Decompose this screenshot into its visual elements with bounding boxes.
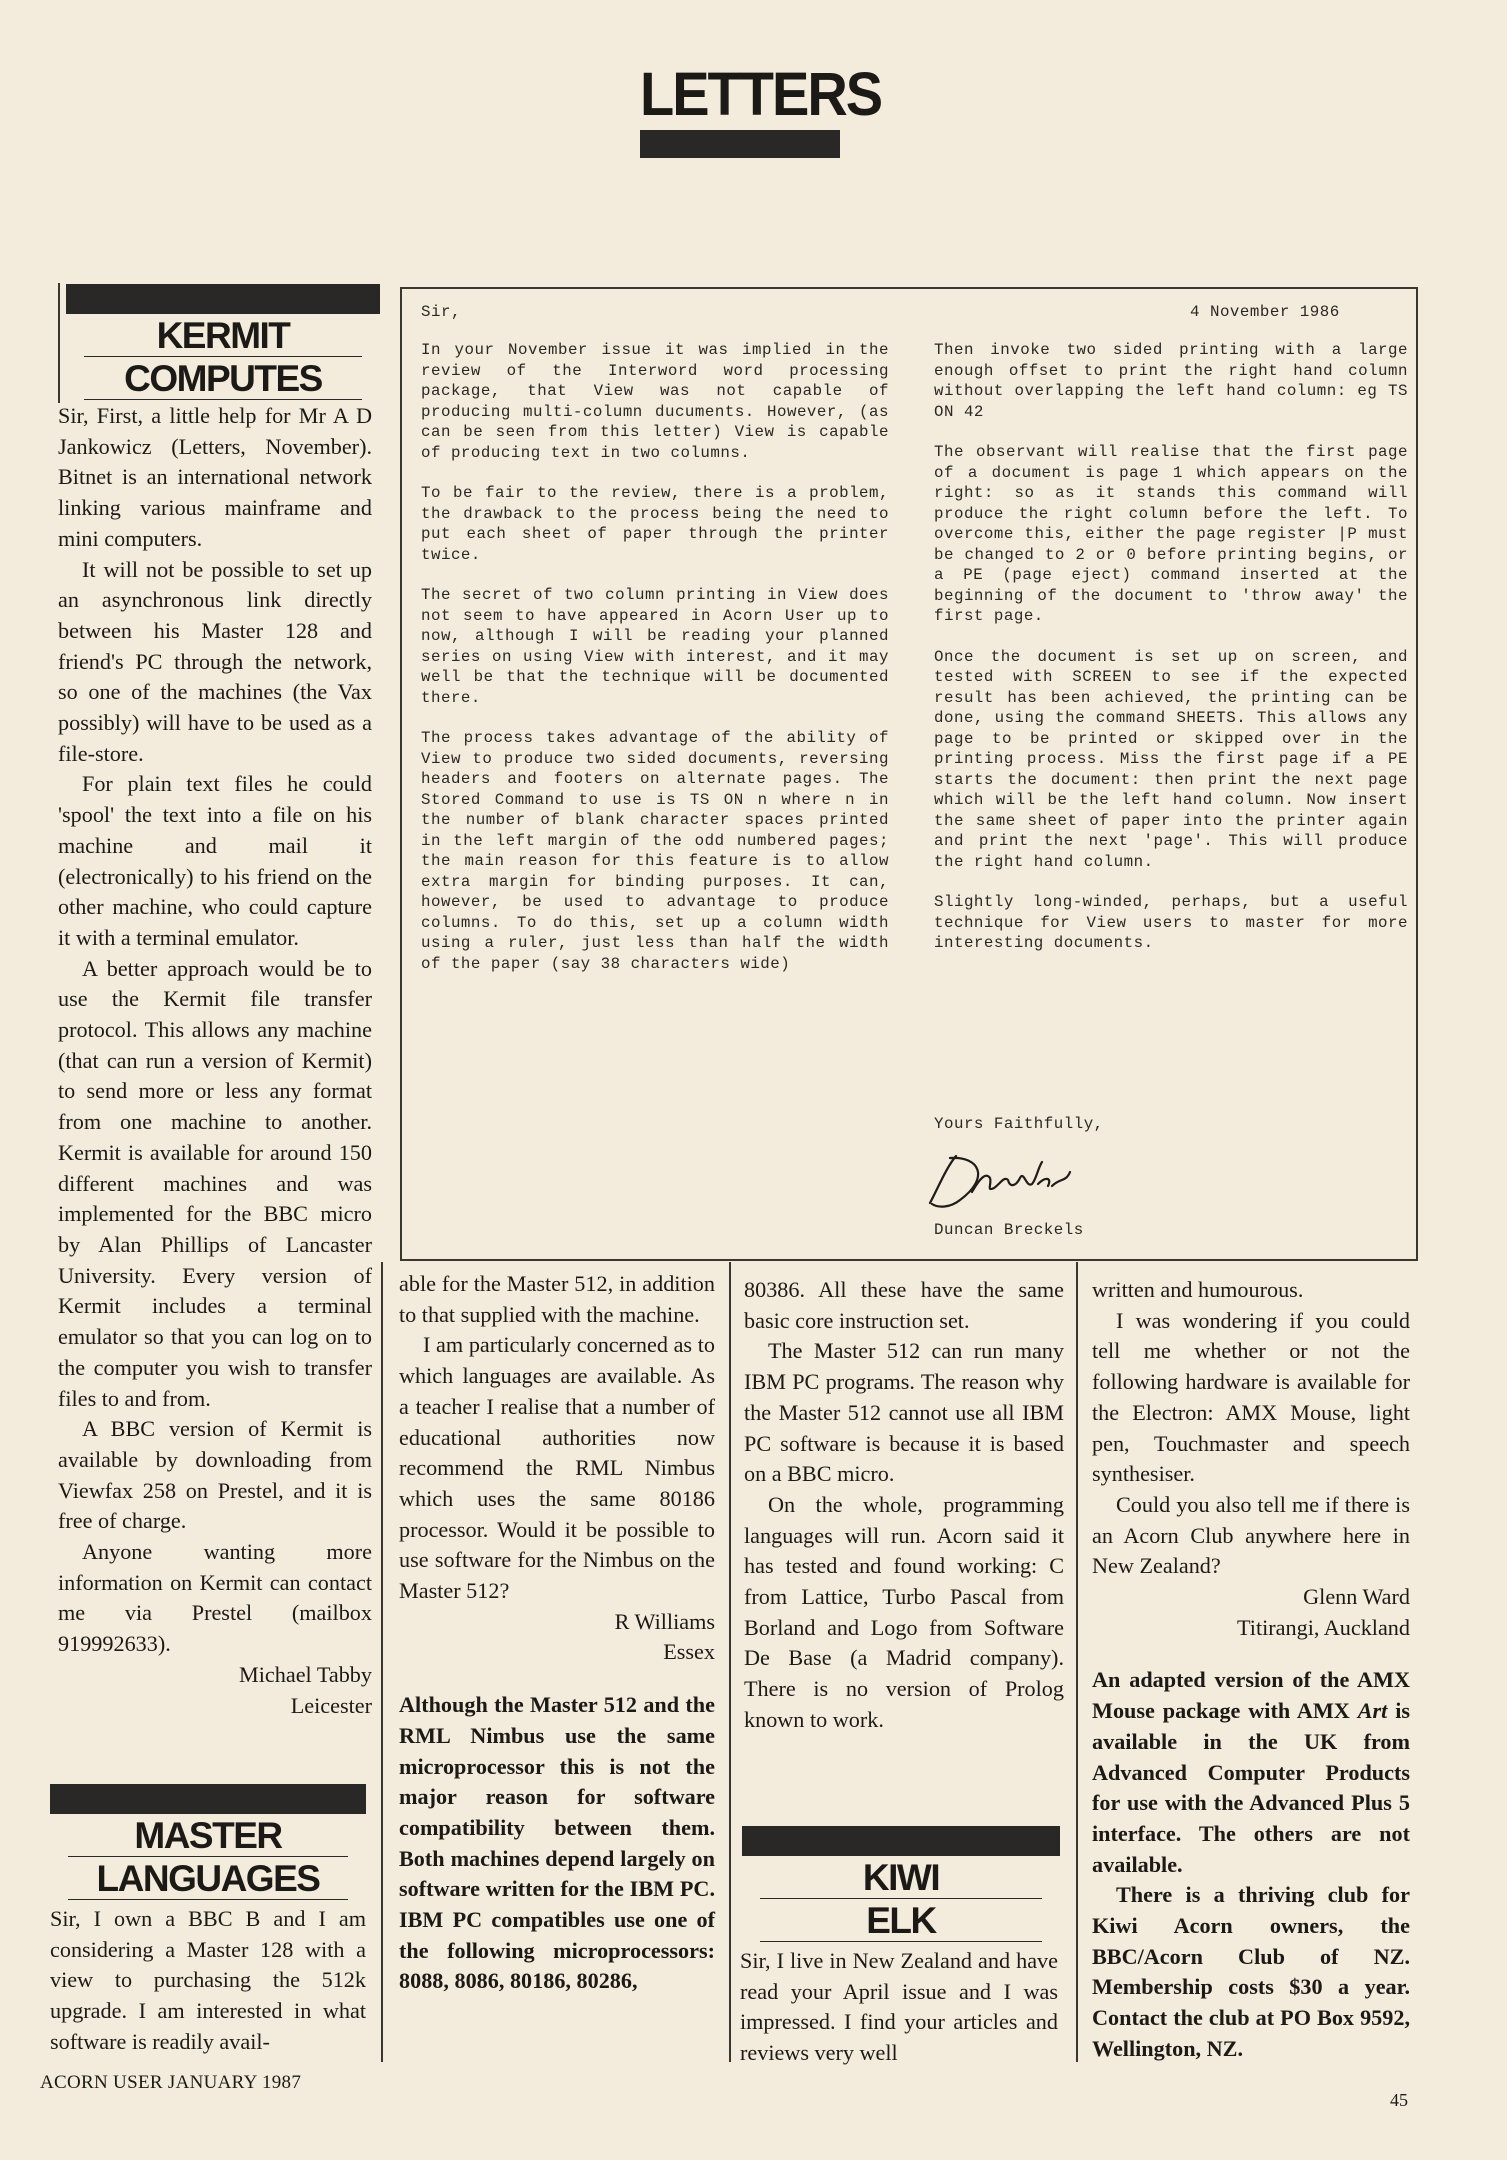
spacer bbox=[399, 1668, 715, 1690]
heading-line: COMPUTES bbox=[84, 359, 362, 400]
paragraph: Could you also tell me if there is an Acorn Club anywhere here in New Zealand? bbox=[1092, 1491, 1410, 1579]
signature-place: Titirangi, Auckland bbox=[1237, 1614, 1410, 1640]
paragraph: Sir, First, a little help for Mr A D Jankowicz (Letters, November). Bitnet is an international network linking various mainframe and mini computers. bbox=[58, 403, 372, 551]
heading-line: KIWI bbox=[760, 1858, 1042, 1899]
letter-left-column bbox=[421, 340, 889, 994]
reply-paragraph: On the whole, programming languages will run. Acorn said it has tested and found working: C from Lattice, Turbo Pascal from Borland and Logo from Software De Base (a Madrid company). There is no version of Prolog known to work. bbox=[744, 1491, 1064, 1732]
reply-paragraph: The Master 512 can run many IBM PC programs. The reason why the Master 512 cannot use all IBM PC software is because it is based on a BBC micro. bbox=[744, 1338, 1064, 1487]
spacer bbox=[1092, 1643, 1410, 1665]
letter-right-column bbox=[934, 340, 1408, 974]
heading-bar bbox=[50, 1784, 366, 1814]
signature-place: Leicester bbox=[290, 1692, 372, 1718]
heading-bar bbox=[66, 284, 380, 314]
paragraph: A better approach would be to use the Kermit file transfer protocol. This allows any machine (that can run a version of Kermit) to send more or less any format from one machine to another. Kermit is available for around 150 different machines and was implemented for the BBC micro by Alan Phillips of Lancaster University. Every version of Kermit includes a terminal emulator so that you can log on to the computer you wish to transfer files to and from. bbox=[58, 955, 372, 1411]
letter-paragraph: Slightly long-winded, perhaps, but a useful technique for View users to master for more interesting documents. bbox=[934, 893, 1408, 952]
heading-line: KERMIT bbox=[84, 316, 362, 357]
letter-paragraph: To be fair to the review, there is a problem, the drawback to the process being the need to put each sheet of paper through the printer twice. bbox=[421, 484, 889, 564]
paragraph: I was wondering if you could tell me whether or not the following hardware is available for the Electron: AMX Mouse, light pen, Touchmaster and speech synthesiser. bbox=[1092, 1307, 1410, 1487]
reply-paragraph bbox=[1092, 1665, 1410, 1880]
master-languages-letter-start bbox=[50, 1904, 366, 2058]
heading-line: ELK bbox=[760, 1901, 1042, 1942]
paragraph: Anyone wanting more information on Kermit can contact me via Prestel (mailbox 919992633). bbox=[58, 1539, 372, 1657]
masthead-bar bbox=[640, 130, 840, 158]
column-rule bbox=[1076, 1262, 1078, 2062]
paragraph: able for the Master 512, in addition to that supplied with the machine. bbox=[399, 1271, 715, 1327]
signature-name: Michael Tabby bbox=[239, 1661, 372, 1687]
master-languages-heading bbox=[50, 1784, 366, 1910]
kiwi-elk-column-4 bbox=[1092, 1275, 1410, 2065]
reply-text: is available in the UK from Advanced Computer Products for use with the Advanced Plus 5 interface. The others are not available. bbox=[1092, 1698, 1410, 1877]
masthead bbox=[640, 58, 882, 158]
letter-paragraph: Once the document is set up on screen, and tested with SCREEN to see if the expected result has been achieved, the printing can be done, using the command SHEETS. This allows any page to be printed or skipped over in the printing process. Miss the first page if a PE starts the document: then print the next page which will be the left hand column. Now insert the same sheet of paper into the printer again and print the next 'page'. This will produce the right hand column. bbox=[934, 647, 1408, 871]
paragraph: Sir, I live in New Zealand and have read your April issue and I was impressed. I find your articles and reviews very well bbox=[740, 1948, 1058, 2066]
kermit-letter bbox=[58, 401, 372, 1721]
kiwi-elk-heading bbox=[742, 1826, 1060, 1952]
letter-signer: Duncan Breckels bbox=[934, 1221, 1084, 1239]
footer-publication: ACORN USER JANUARY 1987 bbox=[40, 2072, 302, 2093]
kiwi-elk-letter-start bbox=[740, 1946, 1058, 2069]
kermit-heading bbox=[66, 284, 380, 410]
handwritten-signature bbox=[920, 1148, 1090, 1218]
paragraph: written and humourous. bbox=[1092, 1277, 1304, 1302]
reply-paragraph: Although the Master 512 and the RML Nimbus use the same microprocessor this is not the major reason for software compatibility between them. Both machines depend largely on software written for the IBM PC. IBM PC compatibles use one of the following microprocessors: 8088, 8086, 80186, 80286, bbox=[399, 1692, 715, 1994]
column-rule bbox=[58, 283, 60, 403]
letter-paragraph: In your November issue it was implied in the review of the Interword word processing package, that View was not capable of producing multi-column ducuments. However, (as can be seen from this letter) View is capable of producing text in two columns. bbox=[421, 341, 889, 462]
reply-paragraph: 80386. All these have the same basic core instruction set. bbox=[744, 1277, 1064, 1333]
letter-sign-off: Yours Faithfully, bbox=[934, 1115, 1104, 1133]
paragraph: For plain text files he could 'spool' the text into a file on his machine and mail it (electronically) to his friend on the other machine, who could capture it with a terminal emulator. bbox=[58, 771, 372, 950]
reply-italic: Art bbox=[1357, 1698, 1388, 1724]
paragraph: Sir, I own a BBC B and I am considering a Master 128 with a view to purchasing the 512k upgrade. I am interested in what software is readily avail- bbox=[50, 1906, 366, 2054]
reply-text: An adapted version of the AMX Mouse package with AMX bbox=[1092, 1667, 1410, 1724]
master-languages-reply-column-3 bbox=[744, 1275, 1064, 1736]
masthead-title: LETTERS bbox=[640, 58, 882, 129]
page-number: 45 bbox=[1390, 2090, 1408, 2110]
letter-salutation: Sir, bbox=[421, 303, 461, 321]
paragraph: I am particularly concerned as to which languages are available. As a teacher I realise that a number of educational authorities now recommend the RML Nimbus which uses the same 80186 processor. Would it be possible to use software for the Nimbus on the Master 512? bbox=[399, 1332, 715, 1604]
heading-line: LANGUAGES bbox=[68, 1859, 348, 1900]
paragraph: A BBC version of Kermit is available by downloading from Viewfax 258 on Prestel, and it is free of charge. bbox=[58, 1416, 372, 1534]
heading-bar bbox=[742, 1826, 1060, 1856]
heading-line: MASTER bbox=[68, 1816, 348, 1857]
letter-paragraph: The observant will realise that the first page of a document is page 1 which appears on the right: so as it stands this command will produce the right column before the left. To overcome this, either the page register |P must be changed to 2 or 0 before printing begins, or a PE (page eject) command inserted at the beginning of the document to 'throw away' the first page. bbox=[934, 443, 1408, 625]
column-rule bbox=[729, 1262, 731, 2062]
reply-paragraph: There is a thriving club for Kiwi Acorn owners, the BBC/Acorn Club of NZ. Membership costs $30 a year. Contact the club at PO Box 9592, Wellington, NZ. bbox=[1092, 1882, 1410, 2061]
signature-name: R Williams bbox=[614, 1608, 715, 1634]
letter-paragraph: The process takes advantage of the ability of View to produce two sided documents, reversing headers and footers on alternate pages. The Stored Command to use is TS ON n where n in the number of blank character spaces printed in the left margin of the odd numbered pages; the main reason for this feature is to allow extra margin for binding purposes. It can, however, be used to advantage to produce columns. To do this, set up a column width using a ruler, just less than half the width of the paper (say 38 characters wide) bbox=[421, 729, 889, 973]
letter-paragraph: The secret of two column printing in View does not seem to have appeared in Acorn User up to now, although I will be reading your planned series on using View with interest, and it may well be that the technique will be documented there. bbox=[421, 586, 889, 707]
letter-paragraph: Then invoke two sided printing with a large enough offset to print the right hand column without overlapping the left hand column: eg TS ON 42 bbox=[934, 341, 1408, 421]
signature-place: Essex bbox=[663, 1639, 715, 1665]
column-rule bbox=[381, 1262, 383, 2062]
paragraph: It will not be possible to set up an asynchronous link directly between his Master 128 and friend's PC through the network, so one of the machines (the Vax possibly) will have to be used as a file-store. bbox=[58, 556, 372, 766]
letter-date: 4 November 1986 bbox=[1190, 303, 1340, 321]
signature-name: Glenn Ward bbox=[1303, 1584, 1410, 1610]
master-languages-column-2 bbox=[399, 1269, 715, 1997]
